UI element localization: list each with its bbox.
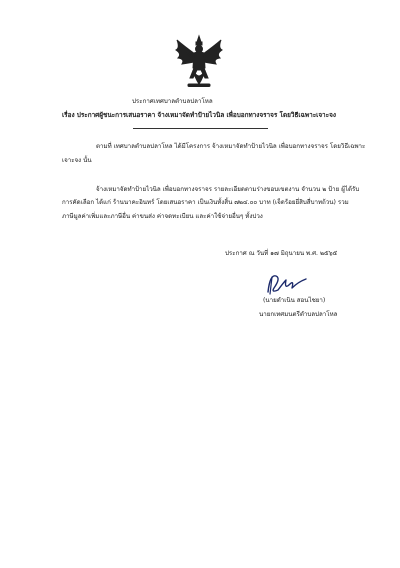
paragraph-1-line-2: เจาะจง นั้น <box>62 157 92 164</box>
title-divider <box>133 128 268 129</box>
signer-position: นายกเทศมนตรีตำบลปลาโหล <box>259 311 338 318</box>
signer-name: (นายดำเนิน สอนไชยา) <box>263 297 326 304</box>
announcement-date: ประกาศ ณ วันที่ ๑๗ มิถุนายน พ.ศ. ๒๕๖๕ <box>225 250 338 257</box>
document-subject: เรื่อง ประกาศผู้ชนะการเสนอราคา จ้างเหมาจัดทำป้ายไวนิล เพื่อบอกทางจราจร โดยวิธีเฉพาะเจาะจง <box>62 111 336 119</box>
organization-title: ประกาศเทศบาลตำบลปลาโหล <box>132 98 213 105</box>
garuda-emblem <box>174 34 224 90</box>
handwritten-signature <box>262 270 312 298</box>
paragraph-1-line-1: ตามที่ เทศบาลตำบลปลาโหล ได้มีโครงการ จ้างเหมาจัดทำป้ายไวนิล เพื่อบอกทางจราจร โดยวิธีเฉพาะ <box>96 143 366 150</box>
paragraph-2-line-1: จ้างเหมาจัดทำป้ายไวนิล เพื่อบอกทางจราจร รายละเอียดตามร่างขอบเขตงาน จำนวน ๒ ป้าย ผู้ได้รับ <box>96 186 360 193</box>
paragraph-2-line-2: การคัดเลือก ได้แก่ ร้านนาคะอินทร์ โดยเสนอราคา เป็นเงินทั้งสิ้น ๗๒๔.๐๐ บาท (เจ็ดร้อยยี่สิบสี่บาทถ้วน) รวม <box>62 199 349 206</box>
paragraph-2-line-3: ภาษีมูลค่าเพิ่มและภาษีอื่น ค่าขนส่ง ค่าจดทะเบียน และค่าใช้จ่ายอื่นๆ ทั้งปวง <box>62 213 263 220</box>
